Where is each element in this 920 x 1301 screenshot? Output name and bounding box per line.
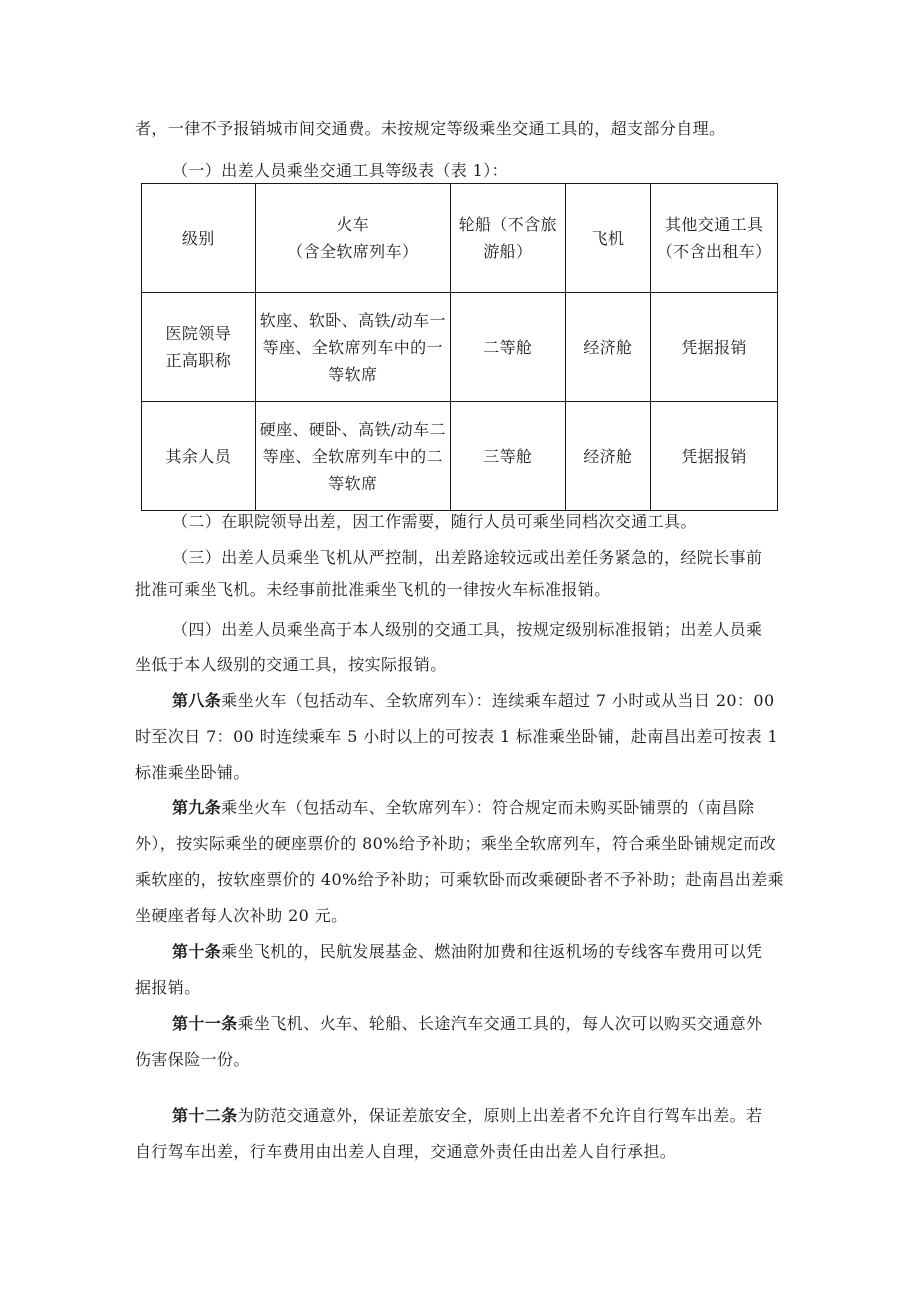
article-11-line-1 [172,1014,827,1034]
article-12-line-1 [172,1106,827,1126]
article-9-text: 乘坐火车（包括动车、全软席列车）：符合规定而未购买卧铺票的（南昌除 [221,798,755,817]
transport-grade-table [141,183,778,511]
article-9-title: 第九条 [172,798,222,817]
article-8-title: 第八条 [172,691,222,710]
article-9-line-1 [172,798,827,818]
article-8-line-1 [172,691,827,711]
paragraph-4-line-2: 坐低于本人级别的交通工具，按实际报销。 [135,655,447,674]
article-12-title: 第十二条 [172,1106,238,1125]
table-row [142,293,778,402]
header-level: 级别 [142,184,256,293]
paragraph-2: （二）在职院领导出差，因工作需要，随行人员可乘坐同档次交通工具。 [172,512,697,531]
intro-line: 者，一律不予报销城市间交通费。未按规定等级乘坐交通工具的，超支部分自理。 [135,119,726,138]
article-12-line-2: 自行驾车出差，行车费用由出差人自理，交通意外责任由出差人自行承担。 [135,1142,677,1161]
article-8-text: 乘坐火车（包括动车、全软席列车）：连续乘车超过 7 小时或从当日 20：00 [221,691,775,710]
article-11-title: 第十一条 [172,1014,238,1033]
header-plane: 飞机 [565,184,651,293]
header-ship: 轮船（不含旅 游船） [450,184,565,293]
row-level: 其余人员 [142,402,256,511]
article-10-text: 乘坐飞机的，民航发展基金、燃油附加费和往返机场的专线客车费用可以凭 [221,942,763,961]
article-11-line-2: 伤害保险一份。 [135,1050,250,1069]
row-train: 硬座、硬卧、高铁/动车二 等座、全软席列车中的二 等软席 [255,402,450,511]
table-caption: （一）出差人员乘坐交通工具等级表（表 1）： [172,161,509,180]
row-train: 软座、软卧、高铁/动车一 等座、全软席列车中的一 等软席 [255,293,450,402]
article-9-line-3: 乘软座的，按软座票价的 40%给予补助；可乘软卧而改乘硬卧者不予补助；赴南昌出差乘 [135,870,785,889]
paragraph-4-line-1: （四）出差人员乘坐高于本人级别的交通工具，按规定级别标准报销；出差人员乘 [172,620,763,639]
article-8-line-2: 时至次日 7：00 时连续乘车 5 小时以上的可按表 1 标准乘坐卧铺，赴南昌出差可按表 1 [135,727,779,746]
article-9-line-4: 坐硬座者每人次补助 20 元。 [135,906,348,925]
paragraph-3-line-1: （三）出差人员乘坐飞机从严控制，出差路途较远或出差任务紧急的，经院长事前 [172,548,763,567]
article-10-line-1 [172,942,827,962]
row-plane: 经济舱 [565,293,651,402]
header-other: 其他交通工具 （不含出租车） [651,184,778,293]
row-ship: 三等舱 [450,402,565,511]
article-11-text: 乘坐飞机、火车、轮船、长途汽车交通工具的，每人次可以购买交通意外 [237,1014,763,1033]
article-12-text: 为防范交通意外，保证差旅安全，原则上出差者不允许自行驾车出差。若 [237,1106,763,1125]
header-train: 火车 （含全软席列车） [255,184,450,293]
row-ship: 二等舱 [450,293,565,402]
row-other: 凭据报销 [651,402,778,511]
article-10-title: 第十条 [172,942,222,961]
article-8-line-3: 标准乘坐卧铺。 [135,763,250,782]
paragraph-3-line-2: 批准可乘坐飞机。未经事前批准乘坐飞机的一律按火车标准报销。 [135,580,611,599]
article-10-line-2: 据报销。 [135,978,201,997]
row-other: 凭据报销 [651,293,778,402]
row-plane: 经济舱 [565,402,651,511]
row-level: 医院领导 正高职称 [142,293,256,402]
table-header-row [142,184,778,293]
article-9-line-2: 外），按实际乘坐的硬座票价的 80%给予补助；乘坐全软席列车，符合乘坐卧铺规定而改 [135,834,777,853]
table-row [142,402,778,511]
